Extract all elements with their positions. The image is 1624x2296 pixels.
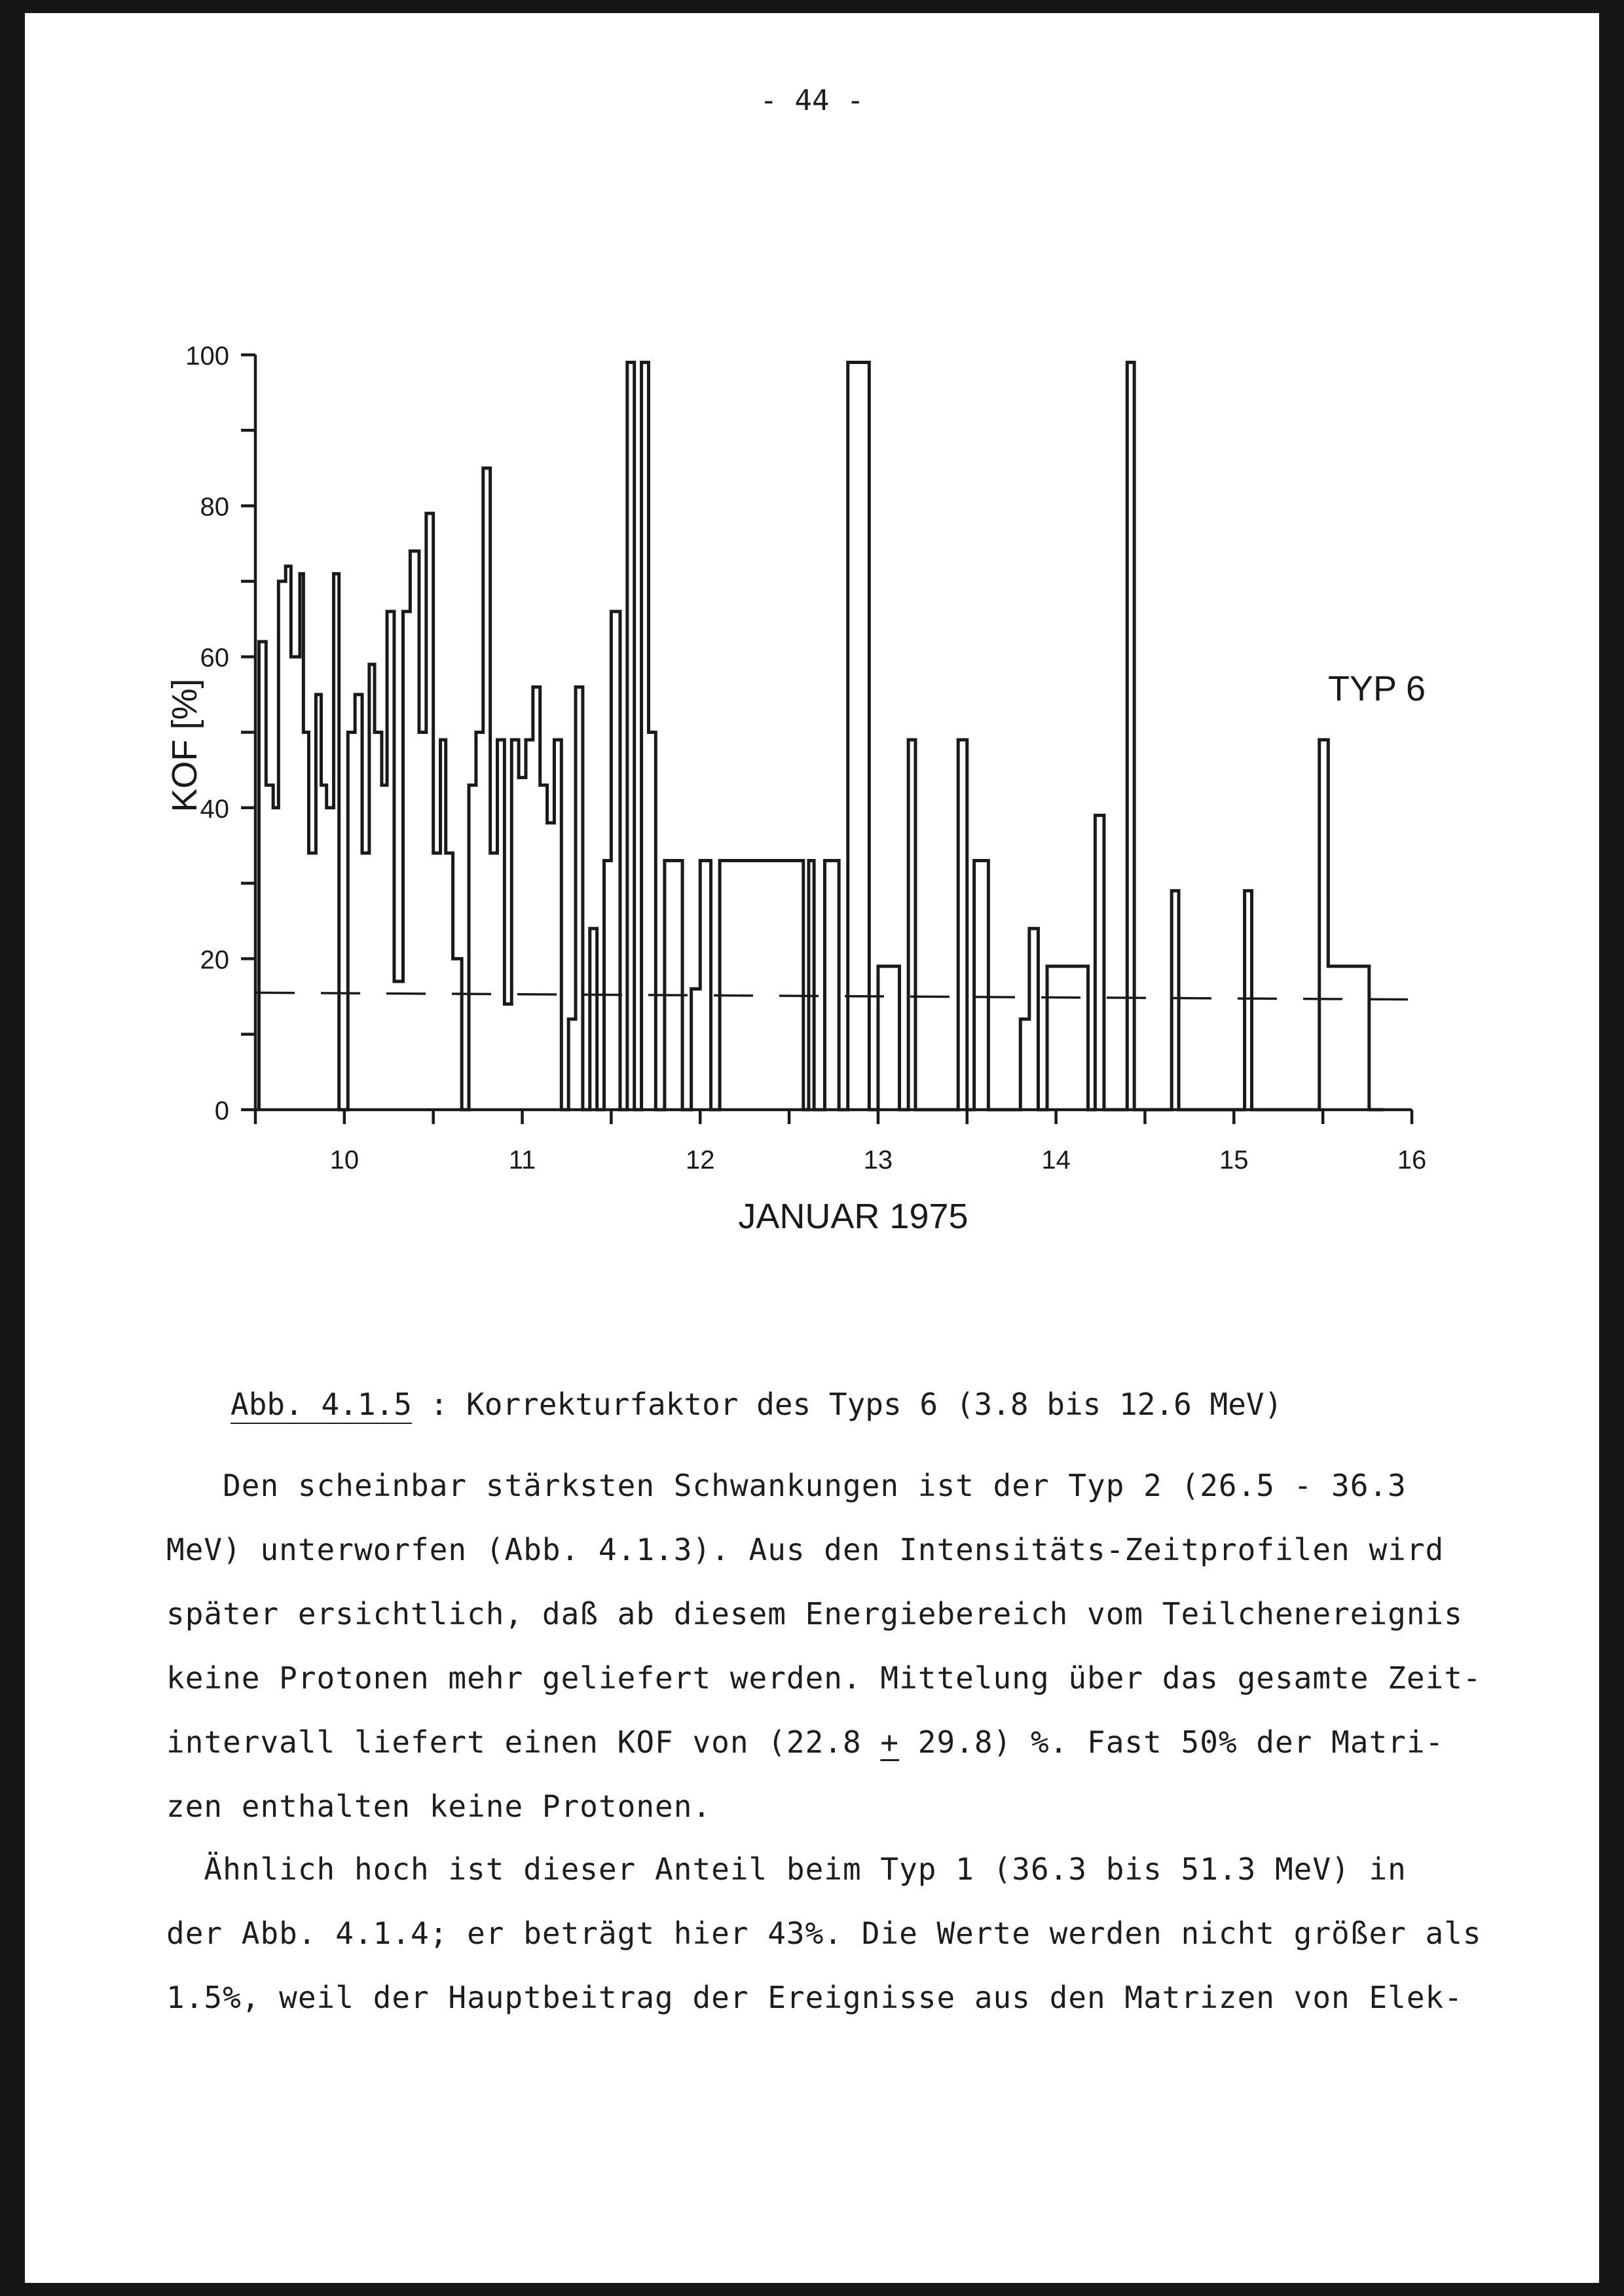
x-tick-label-14: 14 — [1041, 1146, 1071, 1175]
x-tick-label-13: 13 — [863, 1146, 893, 1175]
x-tick-label-10: 10 — [329, 1146, 360, 1175]
paragraph-1-line-1: Den scheinbar stärksten Schwankungen ist der Typ 2 (26.5 - 36.3 — [166, 1468, 1407, 1503]
caption-text: : Korrekturfaktor des Typs 6 (3.8 bis 12.6 MeV) — [411, 1387, 1283, 1422]
x-tick-label-12: 12 — [685, 1146, 715, 1175]
y-tick-label-20: 20 — [200, 945, 229, 975]
paragraph-1-line-4: keine Protonen mehr geliefert werden. Mittelung über das gesamte Zeit- — [166, 1660, 1482, 1696]
chart-labels — [165, 342, 1426, 1236]
paragraph-1-line-3: später ersichtlich, daß ab diesem Energiebereich vom Teilchenereignis — [166, 1596, 1463, 1631]
chart-axes — [255, 355, 1412, 1110]
y-tick-label-80: 80 — [200, 492, 229, 522]
x-axis-label: JANUAR 1975 — [738, 1197, 969, 1236]
paragraph-1-line-6: zen enthalten keine Protonen. — [166, 1789, 712, 1824]
y-tick-label-100: 100 — [185, 342, 229, 371]
page-number: - 44 - — [760, 84, 864, 117]
x-tick-label-16: 16 — [1397, 1146, 1427, 1175]
x-tick-label-15: 15 — [1219, 1146, 1249, 1175]
kof-chart — [25, 13, 1599, 1322]
paragraph-1-line-5-b: 29.8) %. Fast 50% der Matri- — [899, 1724, 1445, 1760]
annotation-typ-6: TYP 6 — [1328, 669, 1426, 708]
paragraph-2-line-2: der Abb. 4.1.4; er beträgt hier 43%. Die Werte werden nicht größer als — [166, 1916, 1482, 1951]
series-kof-step-line — [259, 363, 1383, 1110]
paragraph-2-line-1: Ähnlich hoch ist dieser Anteil beim Typ 1 (36.3 bis 51.3 MeV) in — [166, 1851, 1407, 1887]
y-tick-label-60: 60 — [200, 644, 229, 673]
paragraph-2-line-3: 1.5%, weil der Hauptbeitrag der Ereignisse aus den Matrizen von Elek- — [166, 1980, 1463, 2015]
reference-dashed-line — [255, 993, 1412, 999]
paragraph-1-line-5 — [166, 1724, 1574, 1760]
paragraph-1-line-5-a: intervall liefert einen KOF von (22.8 — [166, 1724, 881, 1760]
y-tick-label-40: 40 — [200, 794, 229, 824]
plus-minus-sign: + — [880, 1724, 900, 1760]
y-tick-label-0: 0 — [214, 1097, 229, 1125]
x-tick-label-11: 11 — [508, 1146, 536, 1175]
caption-label: Abb. 4.1.5 — [231, 1387, 412, 1422]
document-page — [25, 13, 1599, 2283]
y-axis-label: KOF [%] — [165, 678, 204, 812]
figure-caption — [231, 1387, 1282, 1422]
paragraph-1-line-2: MeV) unterworfen (Abb. 4.1.3). Aus den Intensitäts-Zeitprofilen wird — [166, 1532, 1445, 1567]
chart-ticks — [241, 355, 1412, 1124]
